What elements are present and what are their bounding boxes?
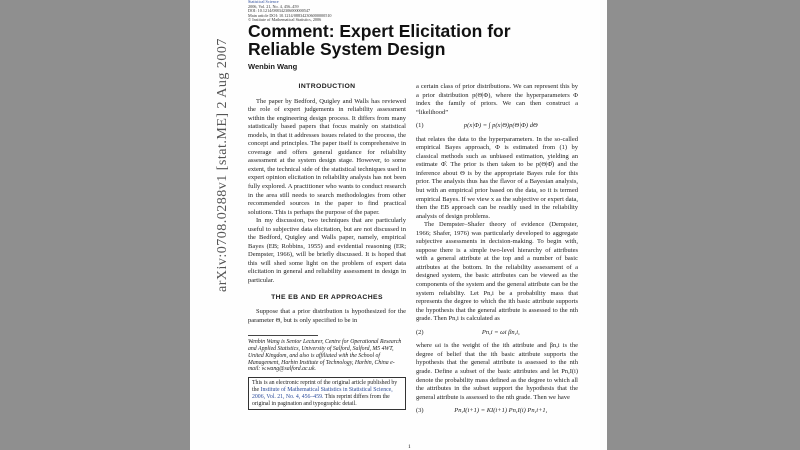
journal-meta: [248, 0, 332, 23]
reprint-link[interactable]: Institute of Mathematical Statistics in Statistical Science, 2006, Vol. 21, No. 4, 456–459.: [252, 387, 393, 400]
right-background: [607, 0, 800, 450]
author-footnote: Wenbin Wang is Senior Lecturer, Centre for Operational Research and Applied Statistics, University of Salford, Salford, M5 4WT, United Kingdom, and also is affiliated with the School of Management, Harbin Institute of Technology, Harbin, China e-mail: w.wang@salford.ac.uk.: [248, 339, 402, 373]
paper-title: Comment: Expert Elicitation for Reliable System Design: [248, 21, 511, 59]
reprint-notice: [248, 377, 406, 410]
left-column: [248, 83, 406, 410]
equation-3-number: (3): [416, 407, 424, 415]
page-number: 1: [408, 444, 411, 450]
right-paragraph-3: The Dempster–Shafer theory of evidence (Dempster, 1966; Shafer, 1976) was particularly developed to aggregate subjective assessments in decision-making. To begin with, suppose there is a simple two-level hierarchy of attributes with a general attribute at the top and a number of basic attributes at the bottom. In the reliability assessment of a designed system, the basic attributes can be viewed as the components of the system and the general attribute can be the system reliability. Let Pn,i be a probability mass that represents the degree to which the ith basic attribute supports the hypothesis that the general attribute is assessed to the nth grade. Then Pn,i is calculated as: [416, 221, 578, 323]
right-paragraph-4: where ωi is the weight of the ith attribute and βn,i is the degree of belief that the ith basic attribute supports the hypothesis that the general attribute is assessed to the nth grade. Define a subset of the basic attributes and let Pn,I(i) denote the probability mass defined as the degree to which all the attributes in the subset support the hypothesis that the general attribute is assessed to the nth grade. Then we have: [416, 342, 578, 401]
equation-3-body: Pn,I(i+1) = KI(i+1) Pn,I(i) Pn,i+1,: [454, 407, 548, 415]
equation-3: [416, 407, 578, 416]
journal-volume: 2006, Vol. 21, No. 4, 456–459: [248, 3, 299, 9]
footnote-divider: [248, 335, 318, 336]
intro-paragraph-1: The paper by Bedford, Quigley and Walls has reviewed the role of expert judgements in reliability assessment within the engineering design process. It differs from many statistically based papers that focus mainly on statistical models, in that it addresses issues related to the process, the concept and principles. The paper itself is comprehensive in coverage and offers general guidance for reliability assessment at the system design stage. However, to some extent, the technical side of the statistical techniques used in expert opinion elicitation in reliability analysis has not been fully explored. A practitioner who wants to conduct research in the area still needs to search methodologies from other recommended sources in the paper to find practical solutions. This is perhaps the purpose of the paper.: [248, 97, 406, 216]
intro-paragraph-2: In my discussion, two techniques that are particularly useful to subjective data elicitation, but are not discussed in the Bedford, Quigley and Walls paper, namely, empirical Bayes (EB; Robbins, 1955) and evidential reasoning (ER; Dempster, 1966), will be briefly discussed. It is hoped that this will shed some light on the problem of expert data elicitation in general and reliability assessment in design in particular.: [248, 217, 406, 285]
right-column: [416, 83, 578, 421]
reprint-prefix: This is an electronic reprint of the original article published by the: [252, 380, 398, 393]
eb-er-heading: THE EB AND ER APPROACHES: [271, 293, 383, 301]
equation-2-body: Pn,i = ωi βn,i,: [481, 328, 520, 336]
left-background: [0, 0, 190, 450]
right-paragraph-1: a certain class of prior distributions. We can represent this by a prior distribution p(Θ|Φ), where the hyperparameters Φ index the family of priors. We can then construct a “likelihood”: [416, 83, 578, 116]
paper-author: Wenbin Wang: [248, 62, 298, 71]
main-article-doi: Main article DOI: 10.1214/088342306000000510: [248, 12, 332, 18]
arxiv-stamp: arXiv:0708.0288v1 [stat.ME] 2 Aug 2007: [215, 38, 230, 292]
eb-paragraph-1: Suppose that a prior distribution is hypothesized for the parameter Θ, but is only specified to be in: [248, 308, 406, 324]
right-paragraph-2: that relates the data to the hyperparameters. In the so-called empirical Bayes approach, Φ is estimated from (1) by classical methods such as unbiased estimation, yielding an estimate Φ̂. The prior is then taken to be p(Θ|Φ̂) and the inference about Θ is by the appropriate Bayes rule for this prior. The analysis thus has the flavor of a Bayesian analysis, but with an empirical prior based on the data, so it is termed empirical Bayes. If we view x as the subjective or expert data, then the EB approach can be readily used in the reliability analysis of design problems.: [416, 135, 578, 220]
doi-line: DOI: 10.1214/088342306000000547: [248, 8, 311, 14]
equation-1: [416, 122, 578, 131]
journal-name[interactable]: Statistical Science: [248, 0, 279, 4]
introduction-heading: INTRODUCTION: [298, 83, 356, 90]
reprint-suffix: This reprint differs from the original in pagination and typographic detail.: [252, 393, 390, 407]
equation-1-number: (1): [416, 122, 424, 130]
equation-2: [416, 329, 578, 338]
copyright-line: © Institute of Mathematical Statistics, 2006: [248, 17, 322, 23]
equation-2-number: (2): [416, 328, 424, 336]
equation-1-body: p(x|Φ) = ∫ p(x|Θ)p(Θ|Φ) dΘ: [463, 122, 538, 130]
